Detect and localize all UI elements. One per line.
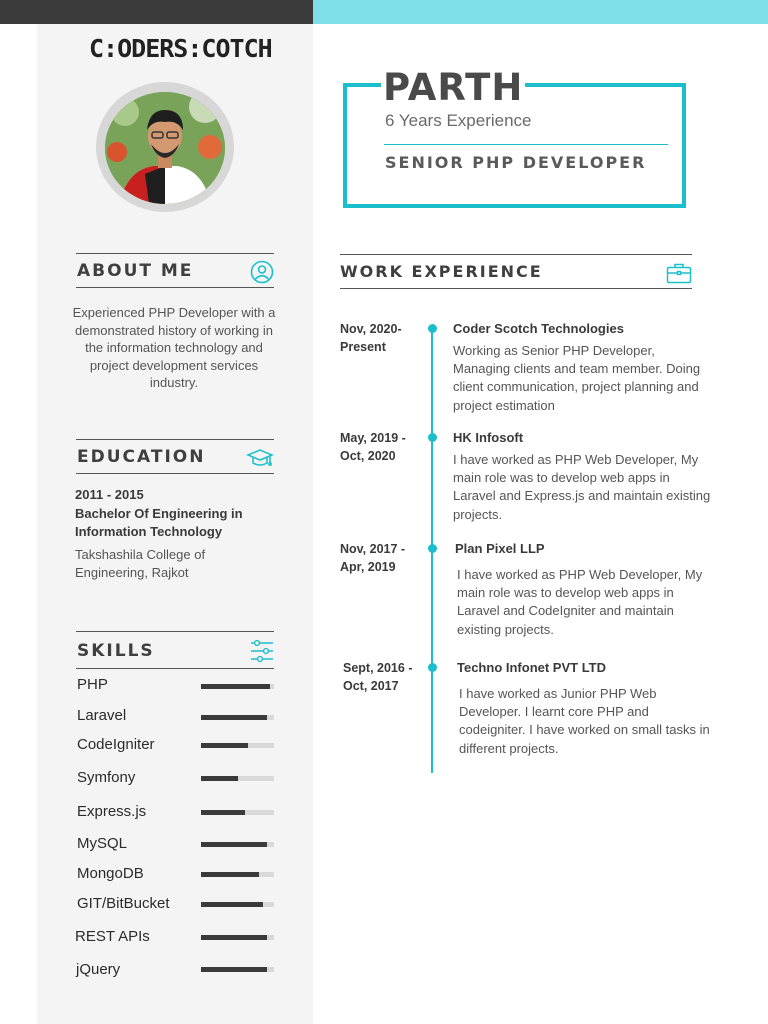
skill-bar	[201, 902, 274, 907]
skill-bar	[201, 842, 274, 847]
top-bar-accent	[313, 0, 768, 24]
skill-name: CodeIgniter	[77, 736, 155, 753]
skill-bar	[201, 872, 274, 877]
education-heading: EDUCATION	[77, 447, 206, 467]
skills-heading: SKILLS	[77, 641, 155, 661]
timeline-dot	[428, 324, 437, 333]
skill-bar	[201, 967, 274, 972]
job-description: I have worked as PHP Web Developer, My main role was to develop web apps in Laravel and CodeIgniter and maintain existing projects.	[457, 567, 703, 637]
skill-name: REST APIs	[75, 928, 150, 945]
skill-bar-fill	[201, 842, 267, 847]
avatar	[105, 92, 225, 204]
graduation-cap-icon	[246, 446, 274, 470]
skill-bar-fill	[201, 684, 270, 689]
top-bar-dark	[0, 0, 313, 24]
about-me-heading: ABOUT ME	[77, 261, 194, 281]
job-date: Nov, 2020- Present	[340, 322, 402, 354]
candidate-name: PARTH	[383, 66, 524, 109]
briefcase-icon	[666, 262, 692, 284]
skill-bar-fill	[201, 872, 259, 877]
about-me-text: Experienced PHP Developer with a demonstrated history of working in the information technology and project development services industry.	[72, 305, 276, 390]
skill-name: MongoDB	[77, 865, 144, 882]
education-header	[76, 439, 274, 474]
skill-name: jQuery	[76, 961, 121, 978]
timeline-dot	[428, 663, 437, 672]
job-company: Plan Pixel LLP	[455, 541, 545, 556]
work-experience-header	[340, 254, 692, 289]
skill-name: Express.js	[77, 803, 147, 820]
job-company: HK Infosoft	[453, 430, 524, 445]
skill-name: Symfony	[77, 769, 136, 786]
skill-bar-fill	[201, 810, 245, 815]
experience-years: 6 Years Experience	[385, 111, 532, 130]
about-me-header	[76, 253, 274, 288]
company-logo: C:ODERS:COTCH	[89, 34, 272, 63]
skill-bar-fill	[201, 743, 248, 748]
skill-bar	[201, 810, 274, 815]
skill-name: MySQL	[77, 835, 128, 852]
job-title: SENIOR PHP DEVELOPER	[385, 153, 647, 172]
skill-bar	[201, 715, 274, 720]
user-icon	[250, 260, 274, 284]
title-divider	[384, 144, 668, 145]
skill-bar-fill	[201, 967, 267, 972]
skill-name: Laravel	[77, 707, 127, 724]
skill-bar	[201, 743, 274, 748]
job-date: Nov, 2017 - Apr, 2019	[340, 542, 406, 574]
job-description: I have worked as PHP Web Developer, My main role was to develop web apps in Laravel and Express.js and maintain existing projects.	[453, 452, 711, 522]
skill-bar	[201, 684, 274, 689]
skill-name: PHP	[77, 676, 108, 693]
work-experience-heading: WORK EXPERIENCE	[340, 262, 543, 281]
education-degree: Bachelor Of Engineering in Information Technology	[75, 506, 243, 539]
job-description: I have worked as Junior PHP Web Developer. I learnt core PHP and codeigniter. I have worked on small tasks in different projects.	[459, 686, 710, 756]
skills-header	[76, 631, 274, 669]
skill-bar-fill	[201, 935, 267, 940]
skill-bar	[201, 935, 274, 940]
skill-bar-fill	[201, 902, 263, 907]
job-company: Techno Infonet PVT LTD	[457, 660, 607, 675]
skill-bar-fill	[201, 715, 267, 720]
job-description: Working as Senior PHP Developer, Managing clients and team member. Doing client communication, project planning and project estimation	[453, 343, 701, 413]
sliders-icon	[250, 638, 274, 662]
education-school: Takshashila College of Engineering, Rajkot	[75, 547, 206, 580]
skill-name: GIT/BitBucket	[77, 895, 170, 912]
job-date: May, 2019 - Oct, 2020	[340, 431, 406, 463]
timeline-dot	[428, 544, 437, 553]
timeline-dot	[428, 433, 437, 442]
education-years: 2011 - 2015	[75, 487, 144, 502]
job-date: Sept, 2016 - Oct, 2017	[343, 661, 413, 693]
job-company: Coder Scotch Technologies	[453, 321, 624, 336]
skill-bar-fill	[201, 776, 238, 781]
skill-bar	[201, 776, 274, 781]
